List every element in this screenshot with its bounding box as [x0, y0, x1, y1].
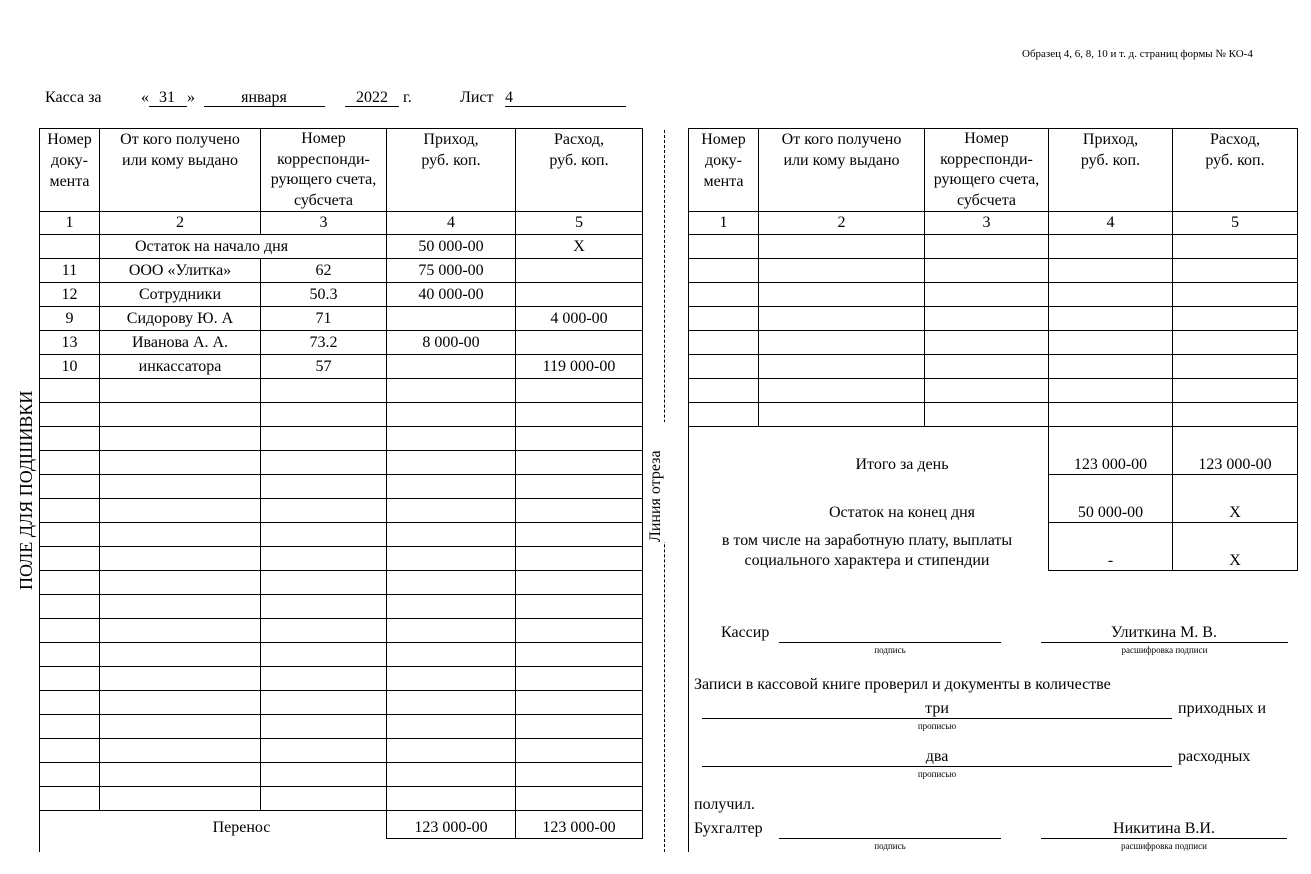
col-number: 2 [837, 214, 846, 231]
outgoing-count-line [702, 766, 1172, 767]
carry-over-income: 123 000-00 [414, 819, 488, 836]
accountant-signature-line [779, 838, 1001, 839]
quote-close: » [187, 89, 195, 106]
counterparty: инкассатора [138, 358, 222, 375]
col-header-doc-number-2: доку- [50, 152, 88, 169]
col-header-expense-1: Расход, [1210, 131, 1260, 148]
carry-over-label: Перенос [212, 819, 271, 836]
doc-number: 10 [61, 358, 78, 375]
closing-balance-income: 50 000-00 [1077, 504, 1144, 521]
col-header-doc-number-3: мента [703, 173, 744, 190]
col-number: 3 [982, 214, 991, 231]
col-header-from-whom-1: От кого получено [120, 131, 240, 148]
doc-number: 13 [61, 334, 78, 351]
incoming-words-caption: прописью [917, 721, 957, 731]
col-header-account-1: Номер [964, 130, 1009, 147]
cashier-name-caption: расшифровка подписи [1121, 645, 1208, 655]
col-number: 4 [447, 214, 455, 231]
closing-balance-expense: Х [1229, 504, 1241, 521]
account: 50.3 [309, 286, 338, 303]
col-header-from-whom-1: От кого получено [781, 131, 902, 148]
month-underline [204, 106, 325, 107]
binding-margin-label: ПОЛЕ ДЛЯ ПОДШИВКИ [16, 390, 36, 590]
sheet-label: Лист [460, 89, 494, 106]
date-year: 2022 [356, 89, 388, 106]
counterparty: Сидорову Ю. А [126, 310, 234, 327]
accountant-label: Бухгалтер [694, 820, 763, 837]
income: 75 000-00 [418, 262, 484, 279]
col-header-doc-number-2: доку- [704, 152, 742, 169]
col-header-account-1: Номер [301, 130, 346, 147]
expense: 4 000-00 [550, 310, 608, 327]
col-header-expense-2: руб. коп. [1205, 152, 1265, 169]
carry-over-expense: 123 000-00 [542, 819, 616, 836]
cashier-name: Улиткина М. В. [1111, 624, 1217, 641]
account: 71 [315, 310, 332, 327]
salary-expense: Х [1229, 552, 1241, 569]
form-note: Образец 4, 6, 8, 10 и т. д. страниц формы № КО-4 [1022, 48, 1253, 60]
doc-number: 12 [61, 286, 78, 303]
opening-balance-income: 50 000-00 [418, 238, 484, 255]
closing-balance-label: Остаток на конец дня [829, 504, 975, 521]
cashier-label: Кассир [721, 624, 770, 641]
outgoing-count: два [925, 748, 949, 765]
opening-balance-label: Остаток на начало дня [134, 238, 289, 255]
incoming-suffix: приходных и [1178, 700, 1267, 717]
outgoing-suffix: расходных [1178, 748, 1251, 765]
col-header-income-2: руб. коп. [421, 152, 481, 169]
col-header-account-2: корреспонди- [277, 150, 370, 168]
col-number: 3 [319, 214, 328, 231]
accountant-name: Никитина В.И. [1113, 820, 1215, 837]
counterparty: Сотрудники [138, 286, 222, 303]
counterparty: Иванова А. А. [131, 334, 229, 351]
col-header-doc-number-1: Номер [47, 131, 92, 148]
counterparty: ООО «Улитка» [128, 262, 232, 279]
income: 40 000-00 [418, 286, 484, 303]
col-header-account-4: субсчета [956, 191, 1017, 209]
account: 62 [315, 262, 332, 279]
received-text: получил. [694, 796, 755, 813]
salary-income: - [1107, 552, 1114, 569]
outgoing-words-caption: прописью [917, 769, 957, 779]
col-header-account-2: корреспонди- [940, 150, 1033, 168]
accountant-name-line [1041, 838, 1287, 839]
col-header-income-1: Приход, [423, 131, 479, 148]
doc-number: 11 [61, 262, 78, 279]
quote-open: « [141, 89, 149, 106]
col-header-expense-1: Расход, [554, 131, 604, 148]
incoming-count: три [925, 700, 949, 717]
col-header-account-3: рующего счета, [270, 171, 377, 188]
cashier-signature-caption: подпись [874, 645, 906, 655]
date-month: января [241, 89, 287, 106]
account: 73.2 [309, 334, 338, 351]
year-suffix: г. [403, 89, 412, 106]
expense: 119 000-00 [542, 358, 616, 375]
cashier-name-line [1041, 642, 1288, 643]
accountant-name-caption: расшифровка подписи [1121, 841, 1207, 851]
col-header-from-whom-2: или кому выдано [783, 152, 900, 169]
col-header-income-2: руб. коп. [1080, 152, 1141, 169]
col-header-from-whom-2: или кому выдано [122, 152, 238, 169]
doc-number: 9 [65, 310, 74, 327]
sheet-number: 4 [505, 89, 513, 106]
year-underline [345, 106, 399, 107]
day-total-expense: 123 000-00 [1198, 456, 1272, 473]
col-number: 5 [1231, 214, 1239, 231]
col-header-doc-number-1: Номер [701, 131, 746, 148]
col-number: 2 [176, 214, 184, 231]
cashier-signature-line [779, 642, 1001, 643]
col-header-income-1: Приход, [1082, 131, 1139, 148]
income: 8 000-00 [422, 334, 480, 351]
opening-balance-expense: Х [573, 238, 585, 255]
col-header-doc-number-3: мента [49, 173, 90, 190]
accountant-signature-caption: подпись [874, 841, 906, 851]
salary-label-line-1: в том числе на заработную плату, выплаты [721, 532, 1013, 549]
col-number: 1 [719, 214, 728, 231]
check-text: Записи в кассовой книге проверил и документы в количестве [694, 676, 1111, 693]
kassa-label: Касса за [45, 89, 102, 106]
salary-label-line-2: социального характера и стипендии [744, 552, 990, 569]
day-total-label: Итого за день [855, 456, 949, 473]
col-number: 1 [65, 214, 74, 231]
account: 57 [315, 358, 332, 375]
col-number: 4 [1106, 214, 1115, 231]
day-underline [149, 106, 187, 107]
col-header-account-4: субсчета [293, 191, 354, 209]
incoming-count-line [702, 718, 1172, 719]
day-total-income: 123 000-00 [1073, 456, 1148, 473]
cut-line-label: Линия отреза [647, 422, 665, 542]
col-header-account-3: рующего счета, [933, 171, 1040, 188]
date-day: 31 [159, 89, 175, 106]
col-header-expense-2: руб. коп. [549, 152, 609, 169]
col-number: 5 [575, 214, 583, 231]
sheet-underline [505, 106, 626, 107]
